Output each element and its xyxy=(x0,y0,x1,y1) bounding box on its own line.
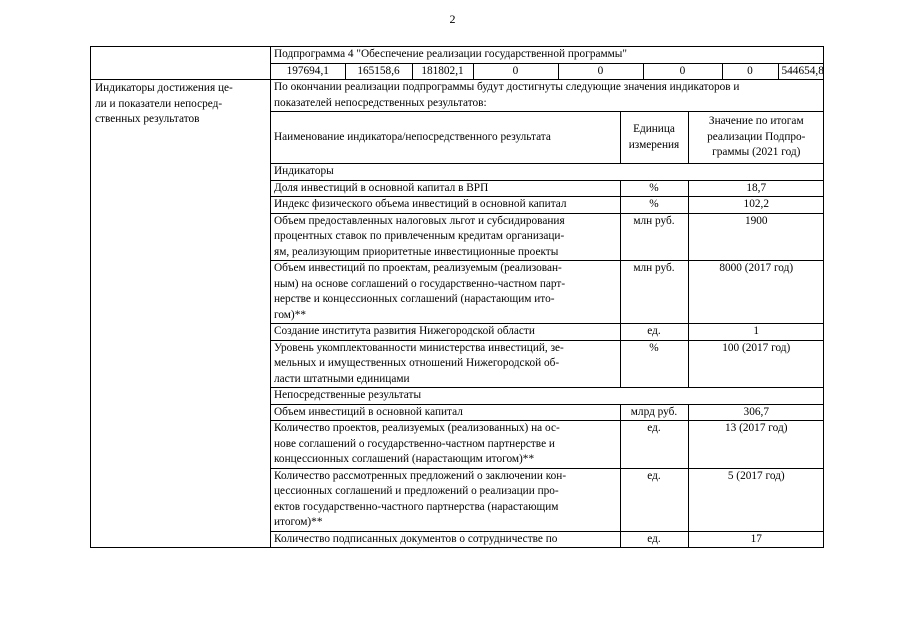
indicator-name-line: ласти штатными единицами xyxy=(274,372,410,385)
indicator-unit: ед. xyxy=(620,531,688,547)
indicator-name xyxy=(271,197,620,214)
header-unit xyxy=(620,112,688,164)
subprogram-value: 0 xyxy=(643,63,722,79)
subprogram-value: 197694,1 xyxy=(271,63,345,79)
indicator-name-line: итогом)** xyxy=(274,516,323,528)
indicator-name xyxy=(271,324,620,341)
indicators-label xyxy=(91,80,271,548)
indicator-name-line: Количество проектов, реализуемых (реализованных) на ос- xyxy=(274,422,560,434)
indicator-name-line: процентных ставок по привлеченным кредитам организаци- xyxy=(274,230,565,242)
indicator-name xyxy=(271,340,620,388)
indicator-name-line: ям, реализующим приоритетные инвестиционные проекты xyxy=(274,245,559,258)
indicator-unit: % xyxy=(620,197,688,214)
indicator-row xyxy=(271,261,824,324)
subprogram-title: Подпрограмма 4 "Обеспечение реализации государственной программы" xyxy=(271,47,824,63)
intro-line: По окончании реализации подпрограммы будут достигнуты следующие значения индикаторов и xyxy=(274,81,740,93)
indicator-name-line: цессионных соглашений и предложений о реализации про- xyxy=(274,485,559,497)
indicator-row xyxy=(271,324,824,341)
indicator-name-line: концессионных соглашений (нарастающим итогом)** xyxy=(274,453,535,465)
indicator-name xyxy=(271,531,620,547)
empty-left-cell xyxy=(91,47,271,80)
intro-line: показателей непосредственных результатов: xyxy=(274,96,487,109)
indicator-name xyxy=(271,421,620,469)
section-title: Индикаторы xyxy=(271,164,824,181)
indicator-name xyxy=(271,180,620,197)
subprogram-value: 165158,6 xyxy=(345,63,412,79)
indicator-unit: ед. xyxy=(620,324,688,341)
subprogram-value: 0 xyxy=(558,63,643,79)
indicator-row xyxy=(271,180,824,197)
indicator-name xyxy=(271,213,620,261)
label-line: ли и показатели непосред- xyxy=(95,97,223,110)
indicator-value: 1 xyxy=(688,324,824,341)
intro-text xyxy=(271,80,824,112)
header-line: реализации Подпро- xyxy=(707,130,806,143)
indicators-cell xyxy=(271,80,824,548)
indicator-unit: млн руб. xyxy=(620,261,688,324)
indicator-value: 306,7 xyxy=(688,404,824,421)
indicator-row xyxy=(271,468,824,531)
indicator-unit: ед. xyxy=(620,468,688,531)
indicator-value: 1900 xyxy=(688,213,824,261)
indicator-value: 5 (2017 год) xyxy=(688,468,824,531)
header-line: измерения xyxy=(628,138,680,151)
indicator-name-line: Создание института развития Нижегородской области xyxy=(274,325,535,337)
indicator-name-line: гом)** xyxy=(274,308,306,321)
passport-table xyxy=(90,46,824,548)
header-name: Наименование индикатора/непосредственного результата xyxy=(271,112,620,164)
indicator-unit: ед. xyxy=(620,421,688,469)
indicator-value: 8000 (2017 год) xyxy=(688,261,824,324)
indicator-value: 13 (2017 год) xyxy=(688,421,824,469)
label-line: Индикаторы достижения це- xyxy=(95,82,233,94)
indicator-name-line: нове соглашений о государственно-частном партнерстве и xyxy=(274,437,555,450)
indicator-name xyxy=(271,468,620,531)
indicator-unit: % xyxy=(620,180,688,197)
indicator-name-line: Объем инвестиций в основной капитал xyxy=(274,405,463,418)
header-line: граммы (2021 год) xyxy=(712,146,801,159)
header-line: Значение по итогам xyxy=(708,115,804,128)
indicator-value: 17 xyxy=(688,531,824,547)
subprogram-value: 0 xyxy=(722,63,778,79)
subprogram-value: 0 xyxy=(473,63,558,79)
indicators-table xyxy=(271,80,824,547)
indicator-row xyxy=(271,197,824,214)
indicator-name-line: Доля инвестиций в основной капитал в ВРП xyxy=(274,181,489,194)
subprogram-table xyxy=(271,47,824,79)
indicator-name-line: ным) на основе соглашений о государственно-частном парт- xyxy=(274,277,566,290)
indicator-name-line: ектов государственно-частного партнерства (нарастающим xyxy=(274,500,559,513)
indicator-unit: млн руб. xyxy=(620,213,688,261)
indicator-name-line: Объем предоставленных налоговых льгот и субсидирования xyxy=(274,214,565,227)
indicator-unit: млрд руб. xyxy=(620,404,688,421)
indicator-name-line: нерстве и концессионных соглашений (нарастающим ито- xyxy=(274,293,555,305)
indicator-value: 18,7 xyxy=(688,180,824,197)
page-number: 2 xyxy=(449,12,456,26)
indicator-unit: % xyxy=(620,340,688,388)
indicator-name xyxy=(271,404,620,421)
indicator-value: 100 (2017 год) xyxy=(688,340,824,388)
indicator-row xyxy=(271,213,824,261)
indicator-name-line: Объем инвестиций по проектам, реализуемым (реализован- xyxy=(274,262,562,274)
indicator-name-line: Количество подписанных документов о сотрудничестве по xyxy=(274,532,558,545)
indicator-row xyxy=(271,404,824,421)
header-value xyxy=(688,112,824,164)
indicator-name-line: Уровень укомплектованности министерства инвестиций, зе- xyxy=(274,341,564,354)
indicator-name-line: мельных и имущественных отношений Нижегородской об- xyxy=(274,357,560,369)
indicator-name xyxy=(271,261,620,324)
indicator-row xyxy=(271,340,824,388)
indicator-row xyxy=(271,421,824,469)
subprogram-total: 544654,8 xyxy=(778,63,824,79)
label-line: ственных результатов xyxy=(95,113,200,125)
indicator-name-line: Количество рассмотренных предложений о заключении кон- xyxy=(274,469,567,482)
indicator-row xyxy=(271,531,824,547)
subprogram-cell xyxy=(271,47,824,80)
subprogram-value: 181802,1 xyxy=(412,63,473,79)
indicator-value: 102,2 xyxy=(688,197,824,214)
header-line: Единица xyxy=(633,123,675,135)
section-title: Непосредственные результаты xyxy=(271,388,824,405)
indicator-name-line: Индекс физического объема инвестиций в основной капитал xyxy=(274,198,567,210)
